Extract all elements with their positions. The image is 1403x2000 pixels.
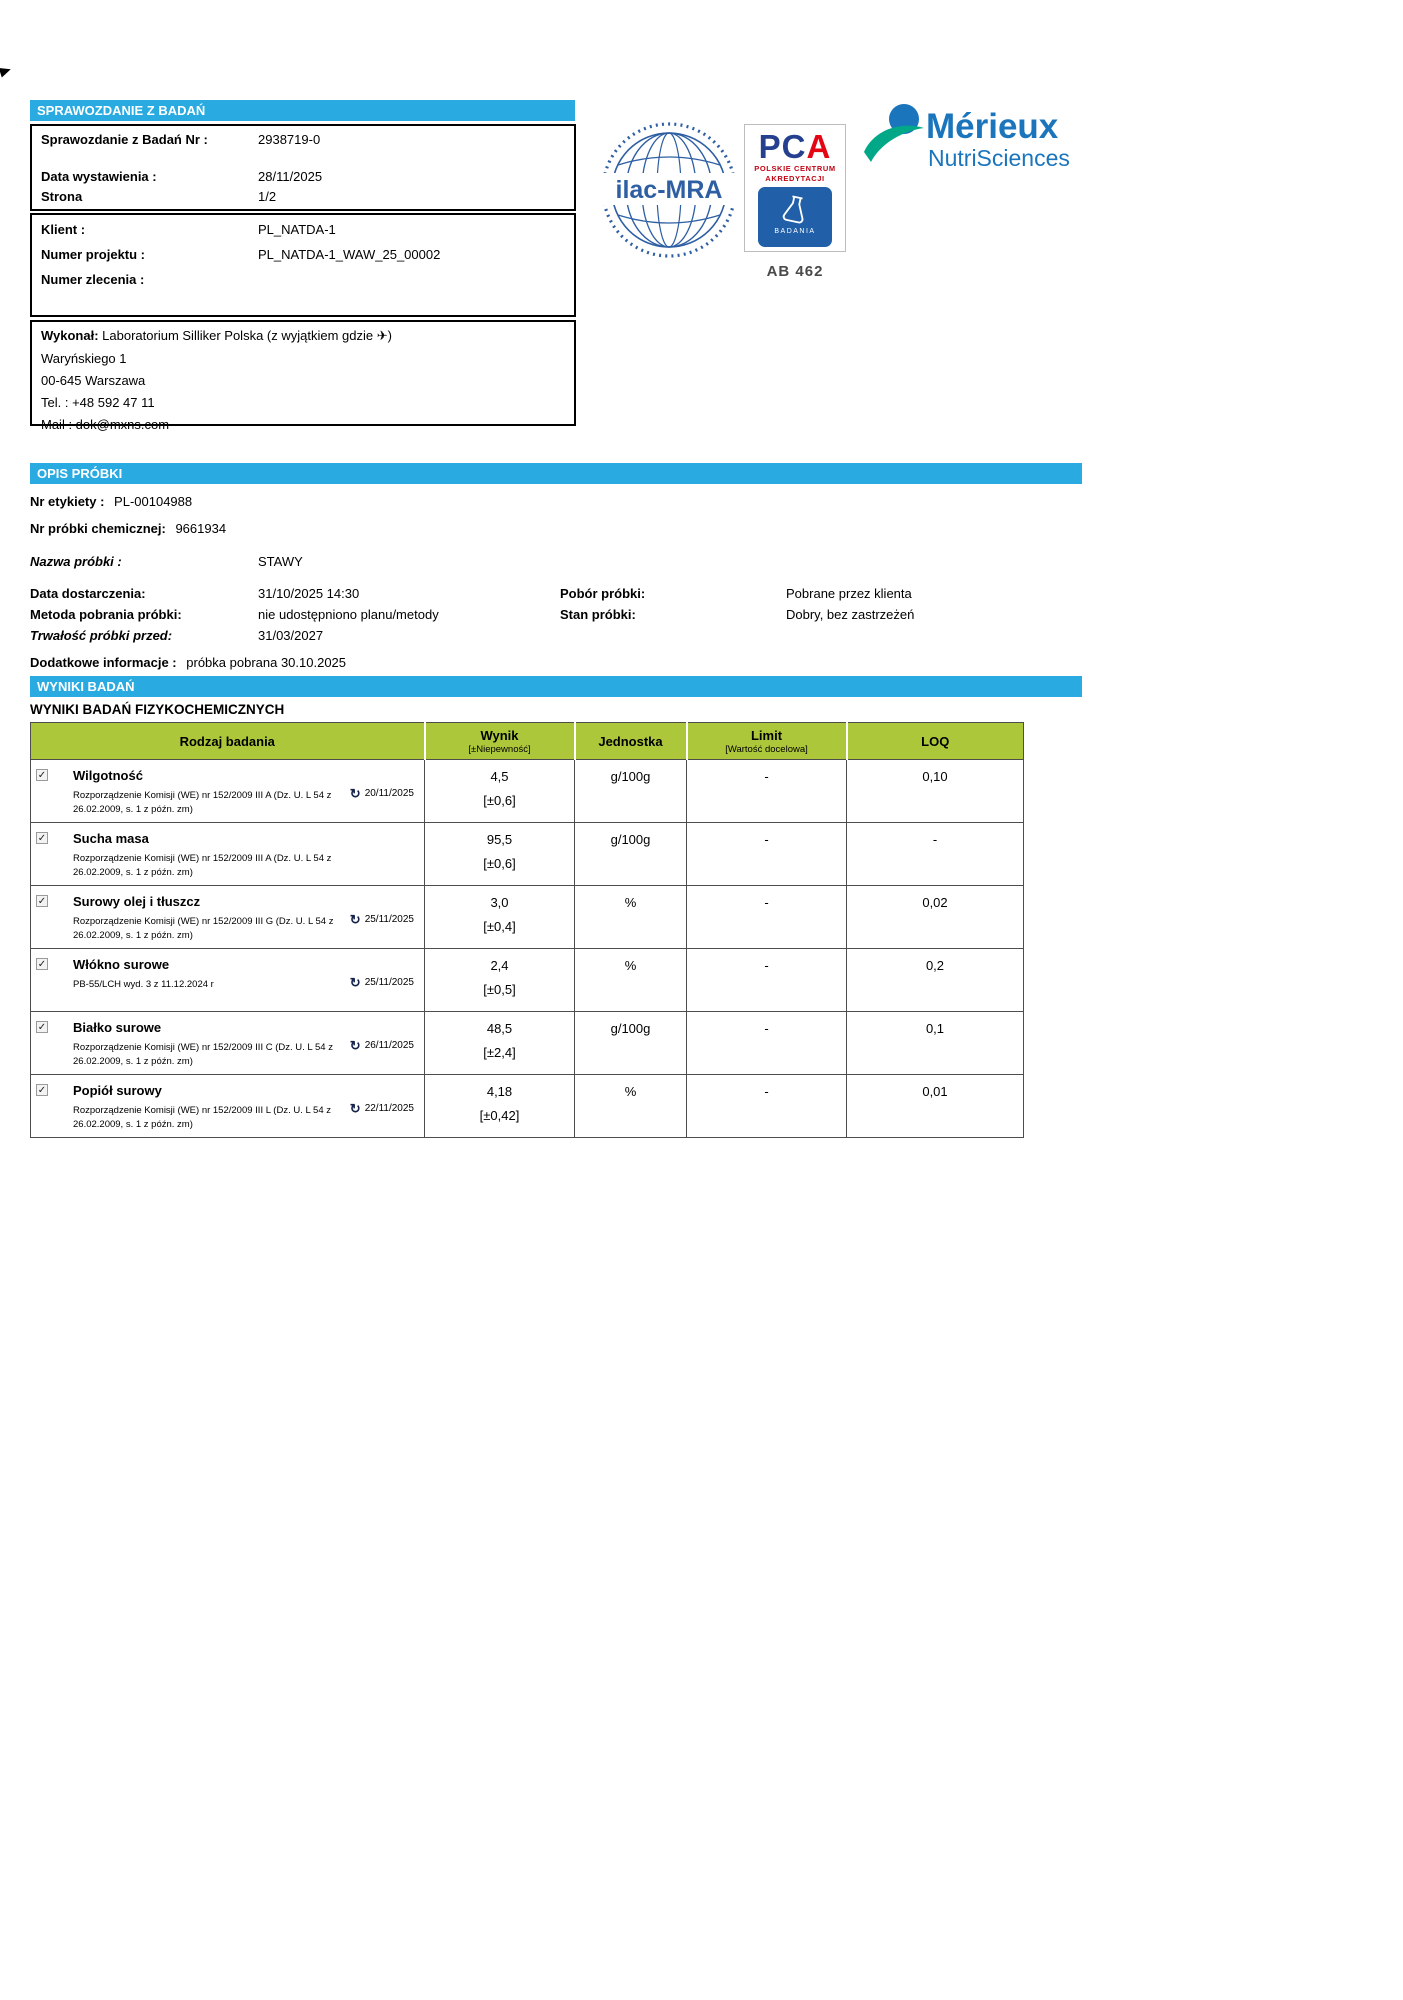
- analysis-cell: [31, 1075, 425, 1138]
- page-value: 1/2: [258, 189, 277, 204]
- analysis-date: [350, 1102, 414, 1115]
- page-label: Strona: [41, 189, 83, 204]
- report-number-value: 2938719-0: [258, 132, 321, 147]
- analysis-date: [350, 976, 414, 989]
- unit-cell: %: [575, 1075, 687, 1138]
- history-icon: ↻: [349, 975, 361, 990]
- column-header-analysis: Rodzaj badania: [31, 723, 425, 760]
- loq-cell: 0,2: [847, 949, 1024, 1012]
- merieux-swoosh-icon: [864, 126, 924, 162]
- column-header-limit: Limit [Wartość docelowa]: [687, 723, 847, 760]
- checkbox-icon: ✓: [37, 959, 47, 970]
- result-row-wlokno-surowe: [31, 949, 1024, 1012]
- loq-cell: 0,02: [847, 886, 1024, 949]
- address-line-4: Mail : dok@mxns.com: [41, 417, 170, 432]
- address-line-2: 00-645 Warszawa: [41, 373, 146, 388]
- durability-value: 31/03/2027: [258, 628, 324, 643]
- uncertainty: [±0,6]: [483, 793, 516, 808]
- sample-name-row: [30, 554, 1090, 569]
- pca-letter-a: A: [806, 128, 832, 165]
- analysis-name: Włókno surowe: [73, 957, 170, 972]
- checkbox-icon: ✓: [37, 1085, 47, 1096]
- history-icon: ↻: [349, 786, 361, 801]
- address-line-1: Waryńskiego 1: [41, 351, 127, 366]
- analysis-cell: [31, 760, 425, 823]
- analysis-date: [350, 1039, 414, 1052]
- uncertainty: [±0,5]: [483, 982, 516, 997]
- loq-cell: -: [847, 823, 1024, 886]
- physchem-subsection-title: WYNIKI BADAŃ FIZYKOCHEMICZNYCH: [30, 702, 285, 717]
- result-row-sucha-masa: [31, 823, 1024, 886]
- sampling-method-row: [30, 607, 1090, 622]
- result-cell: 48,5 [±2,4]: [425, 1012, 575, 1075]
- checkbox-icon: ✓: [37, 833, 47, 844]
- label-number-label: Nr etykiety :: [30, 494, 105, 509]
- analysis-cell: [31, 886, 425, 949]
- unit-cell: %: [575, 949, 687, 1012]
- result-cell: 4,18 [±0,42]: [425, 1075, 575, 1138]
- analysis-cell: [31, 1012, 425, 1075]
- label-number-value: PL-00104988: [114, 494, 193, 509]
- analysis-cell: [31, 823, 425, 886]
- issue-date-row: [41, 169, 561, 184]
- result-cell: 2,4 [±0,5]: [425, 949, 575, 1012]
- chem-number-row: [30, 521, 1090, 536]
- pca-accreditation-number: AB 462: [766, 263, 824, 280]
- result-row-wilgotnosc: [31, 760, 1024, 823]
- analysis-cell: [31, 949, 425, 1012]
- performer-row: [41, 328, 392, 344]
- analysis-method: Rozporządzenie Komisji (WE) nr 152/2009 III A (Dz. U. L 54 z 26.02.2009, s. 1 z późn. zm): [73, 790, 332, 816]
- pca-logo: [744, 124, 846, 280]
- label-number-row: [30, 494, 1090, 509]
- checkbox-icon: ✓: [37, 770, 47, 781]
- analysis-date-text: 25/11/2025: [364, 914, 414, 925]
- checkbox-icon: ✓: [37, 1022, 47, 1033]
- chem-number-label: Nr próbki chemicznej:: [30, 521, 166, 536]
- issue-date-value: 28/11/2025: [258, 169, 323, 184]
- results-table: [30, 722, 1024, 1138]
- chem-number-value: 9661934: [175, 521, 227, 536]
- analysis-date-text: 25/11/2025: [364, 977, 414, 988]
- results-section-bar: WYNIKI BADAŃ: [30, 676, 1082, 697]
- uncertainty: [±0,6]: [483, 856, 516, 871]
- issue-date-label: Data wystawienia :: [41, 169, 157, 184]
- limit-cell: -: [687, 823, 847, 886]
- uncertainty: [±0,42]: [479, 1108, 520, 1123]
- project-label: Numer projektu :: [41, 247, 146, 262]
- analysis-date-text: 22/11/2025: [364, 1103, 414, 1114]
- delivery-value: 31/10/2025 14:30: [258, 586, 360, 601]
- durability-label: Trwałość próbki przed:: [30, 628, 173, 643]
- ilac-mra-text: ilac-MRA: [615, 176, 723, 204]
- additional-info-row: [30, 655, 1090, 670]
- client-value: PL_NATDA-1: [258, 222, 336, 237]
- sample-name-label: Nazwa próbki :: [30, 554, 122, 569]
- analysis-method: PB-55/LCH wyd. 3 z 11.12.2024 r: [73, 979, 214, 990]
- cursor-artifact: [0, 65, 12, 78]
- uncertainty: [±2,4]: [483, 1045, 516, 1060]
- client-row: [41, 222, 561, 237]
- merieux-logo: [858, 100, 1108, 185]
- collection-value: Pobrane przez klienta: [786, 586, 912, 601]
- order-row: [41, 272, 561, 287]
- pca-subtitle-line1: POLSKIE CENTRUM: [754, 164, 836, 173]
- analysis-date: [350, 913, 414, 926]
- analysis-date-text: 20/11/2025: [364, 788, 414, 799]
- analysis-name: Białko surowe: [73, 1020, 162, 1035]
- uncertainty: [±0,4]: [483, 919, 516, 934]
- report-number-label: Sprawozdanie z Badań Nr :: [41, 132, 208, 147]
- merieux-subname: NutriSciences: [928, 145, 1070, 171]
- result-row-bialko-surowe: [31, 1012, 1024, 1075]
- laboratory-box: [30, 320, 576, 432]
- history-icon: ↻: [349, 1101, 361, 1116]
- checkbox-icon: ✓: [37, 896, 47, 907]
- result-row-surowy-olej: [31, 886, 1024, 949]
- report-number-box: [30, 124, 576, 211]
- analysis-date-text: 26/11/2025: [364, 1040, 414, 1051]
- analysis-method: Rozporządzenie Komisji (WE) nr 152/2009 III G (Dz. U. L 54 z 26.02.2009, s. 1 z późn. zm): [73, 916, 334, 942]
- report-number-row: [41, 132, 561, 147]
- pca-letters-pc: PC: [758, 128, 807, 165]
- delivery-row: [30, 586, 1090, 601]
- sample-name-value: STAWY: [258, 554, 303, 569]
- project-value: PL_NATDA-1_WAW_25_00002: [258, 247, 441, 262]
- loq-cell: 0,01: [847, 1075, 1024, 1138]
- pca-letters: [747, 130, 843, 164]
- history-icon: ↻: [349, 1038, 361, 1053]
- column-header-loq: LOQ: [847, 723, 1024, 760]
- unit-cell: g/100g: [575, 760, 687, 823]
- unit-cell: g/100g: [575, 1012, 687, 1075]
- analysis-name: Surowy olej i tłuszcz: [73, 894, 201, 909]
- sample-section-bar: OPIS PRÓBKI: [30, 463, 1082, 484]
- condition-value: Dobry, bez zastrzeżeń: [786, 607, 915, 622]
- results-header-row: [31, 723, 1024, 760]
- project-row: [41, 247, 561, 262]
- limit-cell: -: [687, 886, 847, 949]
- additional-info-label: Dodatkowe informacje :: [30, 655, 177, 670]
- result-row-popiol-surowy: [31, 1075, 1024, 1138]
- address-line-3: Tel. : +48 592 47 11: [41, 395, 155, 410]
- column-header-unit: Jednostka: [575, 723, 687, 760]
- flask-icon: [781, 192, 809, 226]
- analysis-date: [350, 787, 414, 800]
- performer-label: Wykonał:: [41, 328, 99, 343]
- performer-value: Laboratorium Silliker Polska (z wyjątkiem gdzie ✈): [98, 328, 392, 343]
- limit-cell: -: [687, 760, 847, 823]
- report-title-bar: SPRAWOZDANIE Z BADAŃ: [30, 100, 575, 121]
- merieux-name: Mérieux: [926, 107, 1059, 146]
- analysis-name: Wilgotność: [73, 768, 143, 783]
- pca-box: [744, 124, 846, 252]
- history-icon: ↻: [349, 912, 361, 927]
- result-cell: 4,5 [±0,6]: [425, 760, 575, 823]
- unit-cell: %: [575, 886, 687, 949]
- client-box: [30, 213, 576, 317]
- collection-label: Pobór próbki:: [560, 586, 646, 601]
- limit-cell: -: [687, 949, 847, 1012]
- analysis-method: Rozporządzenie Komisji (WE) nr 152/2009 III A (Dz. U. L 54 z 26.02.2009, s. 1 z późn. zm): [73, 853, 332, 879]
- pca-subtitle-line2: AKREDYTACJI: [765, 174, 825, 183]
- sampling-method-value: nie udostępniono planu/metody: [258, 607, 439, 622]
- condition-label: Stan próbki:: [560, 607, 636, 622]
- order-label: Numer zlecenia :: [41, 272, 145, 287]
- pca-badge-label: BADANIA: [774, 228, 816, 235]
- loq-cell: 0,10: [847, 760, 1024, 823]
- analysis-name: Popiół surowy: [73, 1083, 162, 1098]
- durability-row: [30, 628, 1090, 643]
- limit-cell: -: [687, 1075, 847, 1138]
- ilac-mra-logo: [598, 115, 740, 265]
- client-label: Klient :: [41, 222, 86, 237]
- column-header-result: Wynik [±Niepewność]: [425, 723, 575, 760]
- delivery-label: Data dostarczenia:: [30, 586, 146, 601]
- analysis-method: Rozporządzenie Komisji (WE) nr 152/2009 III C (Dz. U. L 54 z 26.02.2009, s. 1 z późn. zm): [73, 1042, 333, 1068]
- analysis-method: Rozporządzenie Komisji (WE) nr 152/2009 III L (Dz. U. L 54 z 26.02.2009, s. 1 z późn. zm): [73, 1105, 332, 1131]
- analysis-name: Sucha masa: [73, 831, 149, 846]
- sampling-method-label: Metoda pobrania próbki:: [30, 607, 182, 622]
- page-row: [41, 189, 561, 204]
- unit-cell: g/100g: [575, 823, 687, 886]
- additional-info-value: próbka pobrana 30.10.2025: [186, 655, 347, 670]
- pca-badania-badge: [758, 187, 832, 247]
- result-cell: 95,5 [±0,6]: [425, 823, 575, 886]
- result-cell: 3,0 [±0,4]: [425, 886, 575, 949]
- limit-cell: -: [687, 1012, 847, 1075]
- loq-cell: 0,1: [847, 1012, 1024, 1075]
